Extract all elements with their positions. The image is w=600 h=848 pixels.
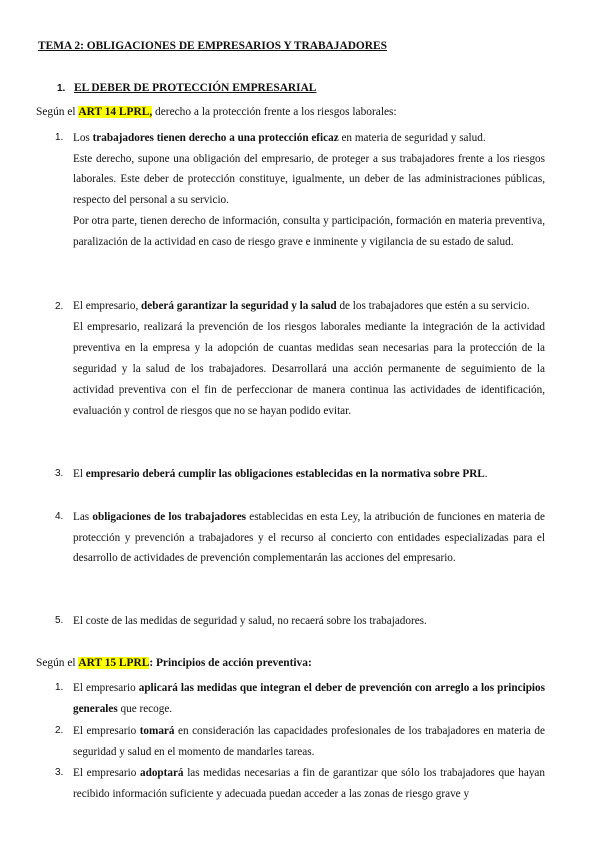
section-title: EL DEBER DE PROTECCIÓN EMPRESARIAL <box>74 82 317 94</box>
list-item-text <box>73 721 545 762</box>
list-item-text <box>73 296 545 317</box>
intro-suffix: derecho a la protección frente a los riesgos laborales: <box>152 106 397 118</box>
list2-item-2 <box>55 721 545 762</box>
list-number: 3. <box>55 767 64 778</box>
list-number: 2. <box>55 725 64 736</box>
section-heading <box>57 82 316 94</box>
list-item-text <box>73 128 545 149</box>
paragraph: Por otra parte, tienen derecho de información, consulta y participación, formación en materia preventiva, paralización de la actividad en caso de riesgo grave e inminente y vigilancia de su estado de salud. <box>73 214 545 248</box>
text-bold: tomará <box>139 725 175 737</box>
text-bold: empresario deberá cumplir las obligaciones establecidas en la normativa sobre PRL <box>85 468 485 480</box>
text-lead: El empresario <box>73 767 140 779</box>
text-lead: El coste de las medidas de seguridad y salud, no recaerá sobre los trabajadores. <box>73 615 427 627</box>
article-highlight-art15: ART 15 LPRL <box>78 657 150 669</box>
text-tail: de los trabajadores que estén a su servicio. <box>336 300 530 312</box>
section-number: 1. <box>57 83 66 94</box>
list2-item-3 <box>55 763 545 804</box>
paragraph: Este derecho, supone una obligación del empresario, de proteger a sus trabajadores frente a los riesgos laborales. Este deber de protección constituye, igualmente, un deber de las administraciones públicas, respecto del personal a su servicio. <box>73 152 545 207</box>
list-number: 3. <box>55 468 64 479</box>
text-tail: . <box>484 468 488 480</box>
list-number: 1. <box>55 682 64 693</box>
text-lead: El empresario, <box>73 300 142 312</box>
list-item-text <box>73 507 545 569</box>
list-number: 2. <box>55 301 64 312</box>
list1-item-3 <box>55 464 545 485</box>
list-item-text <box>73 611 545 632</box>
text-lead: Los <box>73 132 93 144</box>
list-number: 4. <box>55 511 64 522</box>
list-item-text <box>73 464 545 485</box>
text-tail: que recoge. <box>117 702 173 715</box>
text-tail: en consideración las capacidades profesionales de los trabajadores en materia de seguridad y salud en el momento de mandarles tareas. <box>73 725 545 758</box>
paragraph: El empresario, realizará la prevención de los riesgos laborales mediante la integración de la actividad preventiva en la empresa y la adopción de cuantas medidas sean necesarias para la protección de la seguridad y la salud de los trabajadores. Desarrollará una acción permanente de seguimiento de la actividad preventiva con el fin de perfeccionar de manera continua las actividades de identificación, evaluación y control de riesgos que no se hayan podido evitar. <box>73 321 545 417</box>
list1-item-5 <box>55 611 545 632</box>
intro-prefix: Según el <box>36 657 79 669</box>
list-number: 5. <box>55 615 64 626</box>
text-lead: Las <box>73 511 93 523</box>
list-number: 1. <box>55 132 64 143</box>
text-bold: deberá garantizar la seguridad y la salud <box>141 300 337 312</box>
list1-item-2 <box>55 296 545 422</box>
text-lead: El empresario <box>73 682 139 694</box>
text-tail: establecidas en esta Ley, la atribución de funciones en materia de protección y prevención a trabajadores y el recurso al concierto con entidades especializadas para el desarrollo de actividades de prevención complementarán las acciones del empresario. <box>73 511 545 565</box>
text-lead: El empresario <box>73 725 140 737</box>
intro-art15 <box>36 657 556 669</box>
text-tail: en materia de seguridad y salud. <box>338 132 486 144</box>
text-tail: las medidas necesarias a fin de garantizar que sólo los trabajadores que hayan recibido información suficiente y adecuada puedan acceder a las zonas de riesgo grave y <box>73 767 545 800</box>
intro-prefix: Según el <box>36 106 79 118</box>
article-highlight-art14: ART 14 LPRL, <box>78 106 153 118</box>
intro-art14 <box>36 106 556 118</box>
document-title: TEMA 2: OBLIGACIONES DE EMPRESARIOS Y TRABAJADORES <box>38 40 387 52</box>
intro-suffix: : Principios de acción preventiva: <box>149 657 312 669</box>
list1-item-1 <box>55 128 545 252</box>
text-bold: trabajadores tienen derecho a una protección eficaz <box>92 132 339 144</box>
list1-item-4 <box>55 507 545 569</box>
text-bold: aplicará las medidas que integran el deber de prevención con arreglo a los principios generales <box>73 682 545 715</box>
text-bold: obligaciones de los trabajadores <box>92 511 247 523</box>
list-item-text <box>73 763 545 804</box>
list-item-text <box>73 678 545 719</box>
list2-item-1 <box>55 678 545 719</box>
text-lead: El <box>73 468 86 480</box>
text-bold: adoptará <box>140 767 184 779</box>
